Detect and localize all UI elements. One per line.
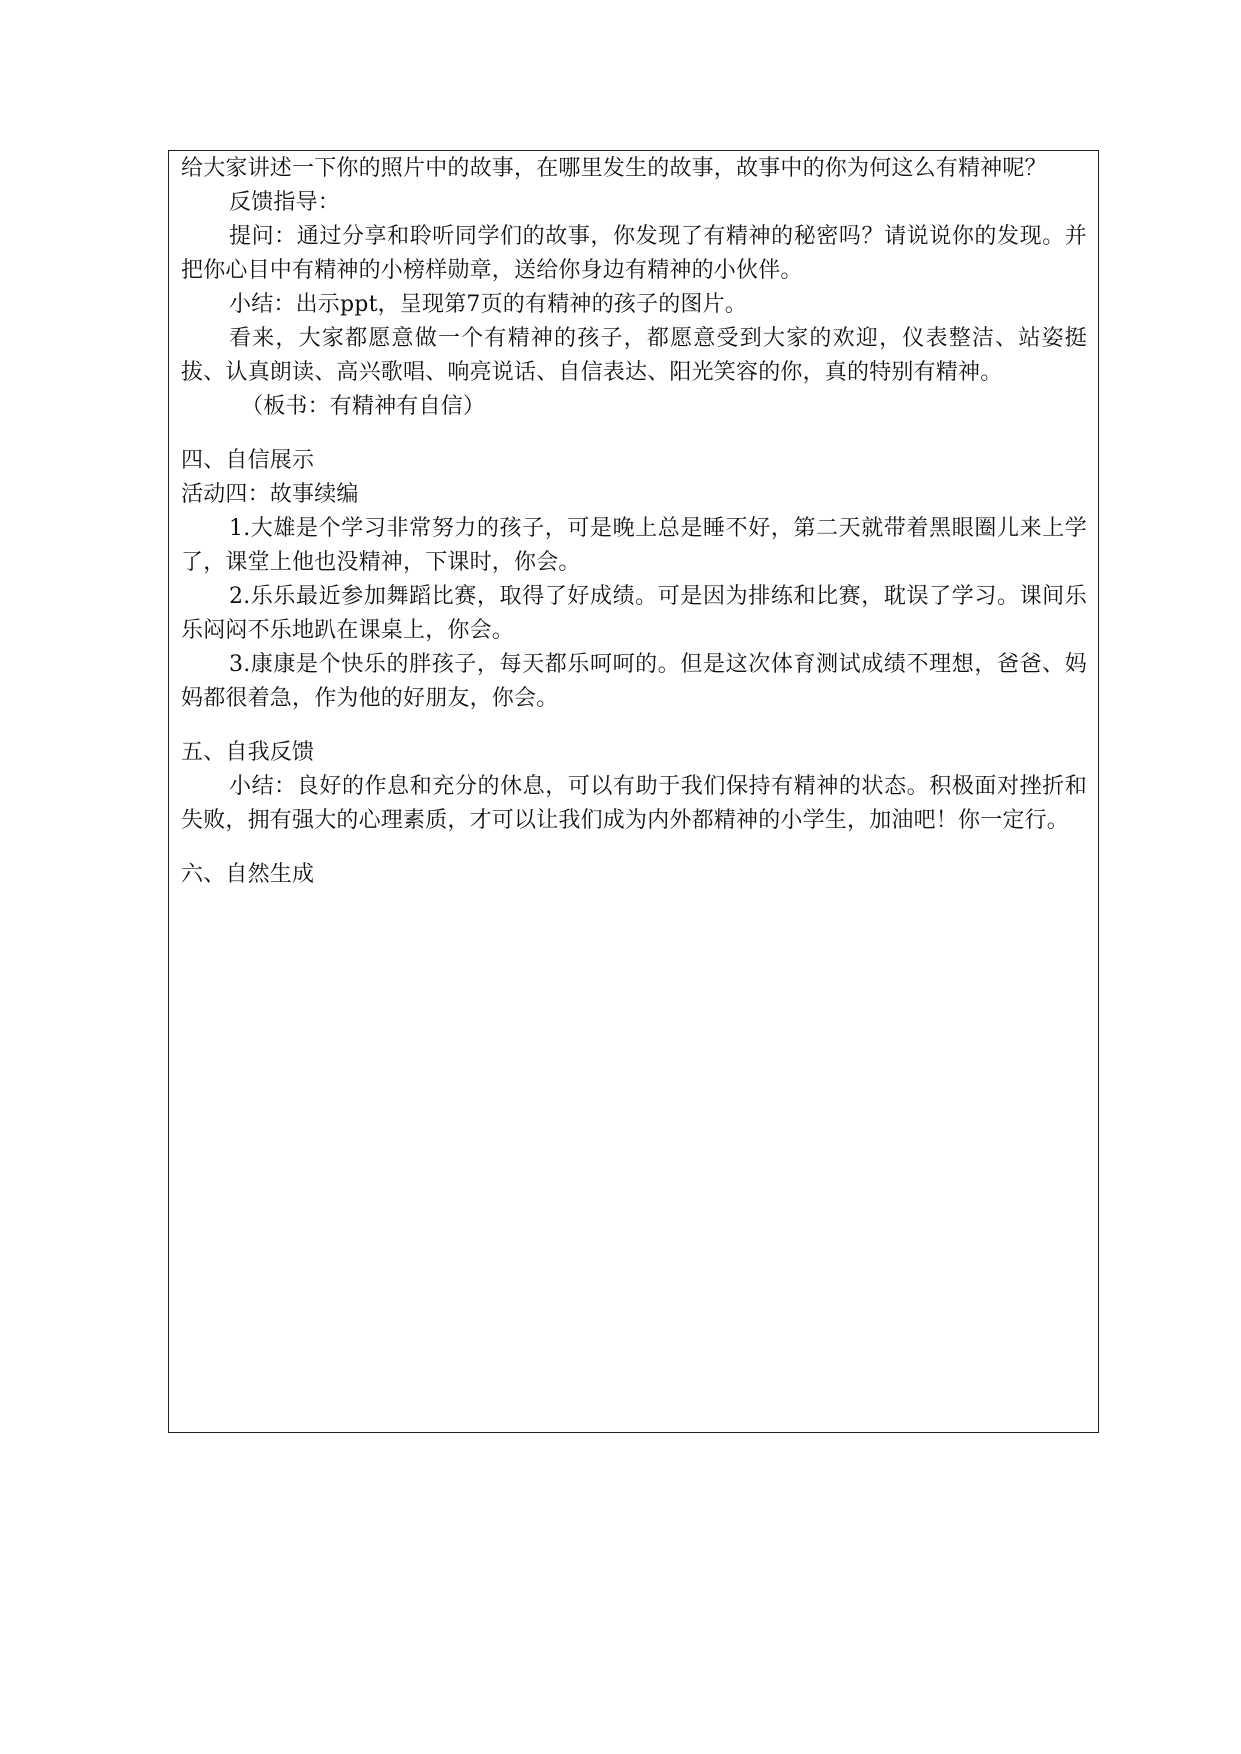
paragraph-question: 提问：通过分享和聆听同学们的故事，你发现了有精神的秘密吗？请说说你的发现。并把你心目中有精神的小榜样勋章，送给你身边有精神的小伙伴。	[181, 224, 1087, 283]
spacer	[181, 424, 1087, 444]
section-heading-6: 六、自然生成	[181, 862, 315, 887]
spacer	[181, 838, 1087, 858]
paragraph-final-summary: 小结：良好的作息和充分的休息，可以有助于我们保持有精神的状态。积极面对挫折和失败，拥有强大的心理素质，才可以让我们成为内外都精神的小学生，加油吧！你一定行。	[181, 774, 1087, 833]
section-heading-4: 四、自信展示	[181, 448, 315, 473]
story-item-2: 2.乐乐最近参加舞蹈比赛，取得了好成绩。可是因为排练和比赛，耽误了学习。课间乐乐闷闷不乐地趴在课桌上，你会。	[181, 584, 1087, 643]
story-item-3: 3.康康是个快乐的胖孩子，每天都乐呵呵的。但是这次体育测试成绩不理想，爸爸、妈妈都很着急，作为他的好朋友，你会。	[181, 652, 1087, 711]
spacer	[181, 716, 1087, 736]
paragraph-summary-ppt: 小结：出示ppt，呈现第7页的有精神的孩子的图片。	[229, 292, 748, 317]
paragraph-conclusion: 看来，大家都愿意做一个有精神的孩子，都愿意受到大家的欢迎，仪表整洁、站姿挺拔、认真朗读、高兴歌唱、响亮说话、自信表达、阳光笑容的你，真的特别有精神。	[181, 326, 1087, 385]
paragraph-blackboard: （板书：有精神有自信）	[241, 394, 486, 419]
activity-heading: 活动四：故事续编	[181, 482, 359, 507]
paragraph-story-prompt: 给大家讲述一下你的照片中的故事，在哪里发生的故事，故事中的你为何这么有精神呢？	[181, 156, 1047, 181]
story-item-1: 1.大雄是个学习非常努力的孩子，可是晚上总是睡不好，第二天就带着黑眼圈儿来上学了，课堂上他也没精神，下课时，你会。	[181, 516, 1087, 575]
section-heading-5: 五、自我反馈	[181, 740, 315, 765]
lesson-content	[181, 152, 1087, 892]
paragraph-feedback-guide: 反馈指导：	[229, 190, 341, 215]
